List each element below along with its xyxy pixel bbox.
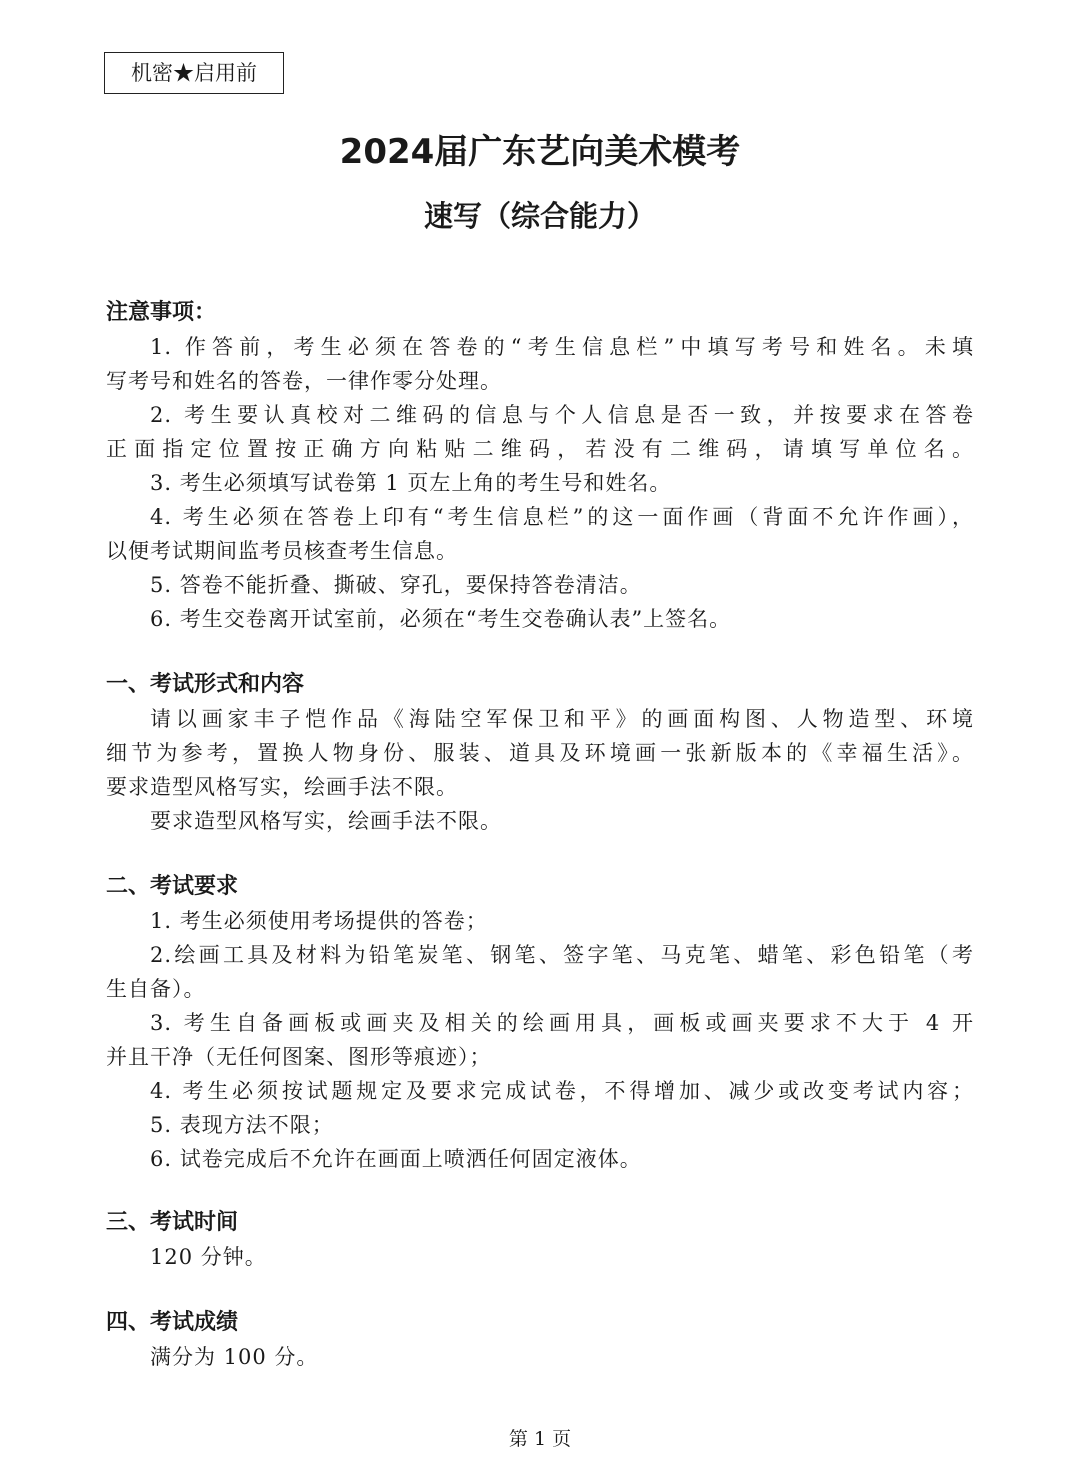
notes-line: 1. 作答前，考生必须在答卷的“考生信息栏”中填写考号和姓名。未填: [150, 335, 974, 359]
section4-heading: 四、考试成绩: [106, 1310, 239, 1335]
section2-line: 4. 考生必须按试题规定及要求完成试卷，不得增加、减少或改变考试内容；: [150, 1079, 974, 1103]
section1-line: 要求造型风格写实，绘画手法不限。: [150, 809, 502, 833]
section2-heading: 二、考试要求: [106, 874, 239, 899]
section3-heading: 三、考试时间: [106, 1210, 239, 1235]
section2-line: 1. 考生必须使用考场提供的答卷；: [150, 909, 488, 933]
notes-heading: 注意事项：: [106, 300, 217, 325]
notes-line: 2. 考生要认真校对二维码的信息与个人信息是否一致，并按要求在答卷: [150, 403, 974, 427]
notes-line: 3. 考生必须填写试卷第 1 页左上角的考生号和姓名。: [150, 471, 672, 495]
section3-line: 120 分钟。: [150, 1245, 267, 1269]
section4-line: 满分为 100 分。: [150, 1345, 319, 1369]
confidential-stamp: 机密★启用前: [104, 52, 284, 94]
page-number: 第 1 页: [508, 1428, 572, 1450]
page-subtitle: 速写（综合能力）: [423, 199, 656, 233]
section2-line: 3. 考生自备画板或画夹及相关的绘画用具，画板或画夹要求不大于 4 开: [150, 1011, 974, 1035]
section1-line: 细节为参考，置换人物身份、服装、道具及环境画一张新版本的《幸福生活》。: [106, 741, 974, 765]
section1-heading: 一、考试形式和内容: [106, 672, 305, 697]
notes-line: 写考号和姓名的答卷，一律作零分处理。: [106, 369, 502, 393]
notes-line: 正面指定位置按正确方向粘贴二维码，若没有二维码，请填写单位名。: [106, 437, 974, 461]
section2-line: 生自备）。: [106, 977, 206, 1001]
section2-line: 6. 试卷完成后不允许在画面上喷洒任何固定液体。: [150, 1147, 642, 1171]
section1-line: 请以画家丰子恺作品《海陆空军保卫和平》的画面构图、人物造型、环境: [150, 707, 974, 731]
section2-line: 并且干净（无任何图案、图形等痕迹）；: [106, 1045, 492, 1069]
notes-line: 4. 考生必须在答卷上印有“考生信息栏”的这一面作画（背面不允许作画），: [150, 505, 974, 529]
page-title: 2024届广东艺向美术模考: [339, 132, 741, 172]
section2-line: 5. 表现方法不限；: [150, 1113, 334, 1137]
notes-line: 6. 考生交卷离开试室前，必须在“考生交卷确认表”上签名。: [150, 607, 732, 631]
section2-line: 2.绘画工具及材料为铅笔炭笔、钢笔、签字笔、马克笔、蜡笔、彩色铅笔（考: [150, 943, 974, 967]
notes-line: 以便考试期间监考员核查考生信息。: [106, 539, 458, 563]
section1-line: 要求造型风格写实，绘画手法不限。: [106, 775, 458, 799]
notes-line: 5. 答卷不能折叠、撕破、穿孔，要保持答卷清洁。: [150, 573, 642, 597]
